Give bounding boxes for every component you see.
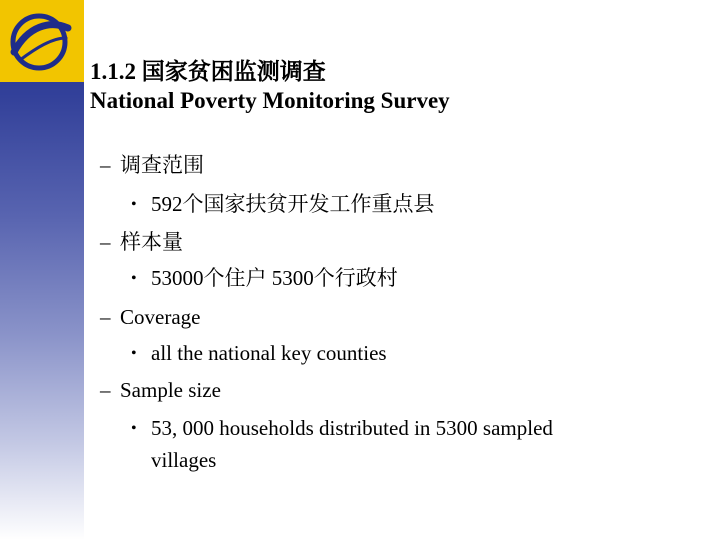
sub-list-item-text: 53000个住户 5300个行政村 (151, 266, 398, 290)
sub-list-item (131, 415, 553, 442)
sub-list-item-continuation: villages (151, 448, 217, 472)
slide-title-english: National Poverty Monitoring Survey (90, 88, 450, 113)
sub-list-item (131, 265, 398, 292)
list-item (100, 304, 200, 330)
dash-marker: – (100, 378, 111, 402)
slide-title-chinese: 1.1.2 国家贫困监测调查 (90, 59, 326, 84)
sub-list-item-text: 592个国家扶贫开发工作重点县 (151, 192, 435, 216)
sub-list-item (131, 340, 387, 367)
dash-marker: – (100, 230, 111, 254)
list-item (100, 377, 221, 403)
bullet-marker: • (131, 420, 137, 437)
list-item (100, 229, 183, 255)
dash-marker: – (100, 153, 111, 177)
list-item-label: 调查范围 (120, 153, 204, 177)
list-item-label: 样本量 (120, 230, 183, 254)
bullet-marker: • (131, 196, 137, 213)
bullet-marker: • (131, 270, 137, 287)
sub-list-item-text: all the national key counties (151, 341, 387, 365)
list-item (100, 152, 204, 178)
logo-panel (0, 0, 84, 82)
stats-bureau-logo-icon (6, 8, 74, 74)
dash-marker: – (100, 305, 111, 329)
list-item-label: Coverage (120, 305, 201, 329)
list-item-label: Sample size (120, 378, 221, 402)
bullet-marker: • (131, 345, 137, 362)
sub-list-item-text: 53, 000 households distributed in 5300 sampled (151, 416, 553, 440)
sub-list-item (131, 191, 435, 218)
